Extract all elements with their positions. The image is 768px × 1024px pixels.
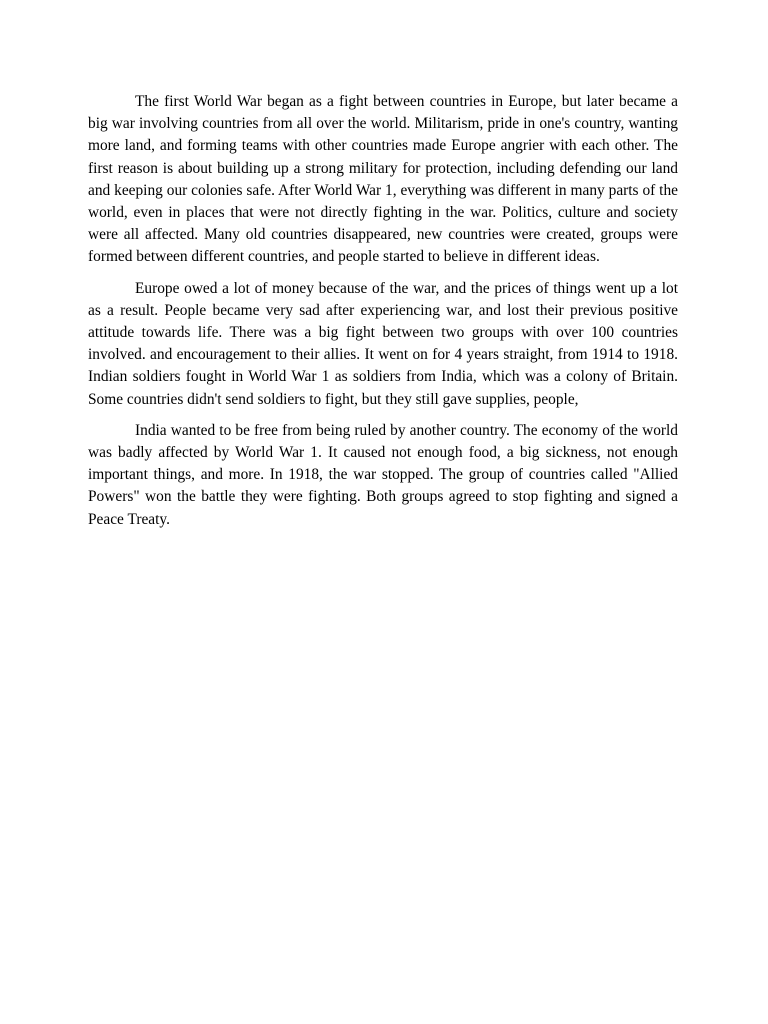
document-page bbox=[88, 91, 678, 540]
paragraph-1: The first World War began as a fight between countries in Europe, but later became a big war involving countries from all over the world. Militarism, pride in one's country, wanting more land, and forming teams with other countries made Europe angrier with each other. The first reason is about building up a strong military for protection, including defending our land and keeping our colonies safe. After World War 1, everything was different in many parts of the world, even in places that were not directly fighting in the war. Politics, culture and society were all affected. Many old countries disappeared, new countries were created, groups were formed between different countries, and people started to believe in different ideas. bbox=[88, 93, 678, 266]
paragraph-3: India wanted to be free from being ruled by another country. The economy of the world was badly affected by World War 1. It caused not enough food, a big sickness, not enough important things, and more. In 1918, the war stopped. The group of countries called "Allied Powers" won the battle they were fighting. Both groups agreed to stop fighting and signed a Peace Treaty. bbox=[88, 421, 678, 528]
paragraph-2: Europe owed a lot of money because of the war, and the prices of things went up a lot as a result. People became very sad after experiencing war, and lost their previous positive attitude towards life. There was a big fight between two groups with over 100 countries involved. and encouragement to their allies. It went on for 4 years straight, from 1914 to 1918. Indian soldiers fought in World War 1 as soldiers from India, which was a colony of Britain. Some countries didn't send soldiers to fight, but they still gave supplies, people, bbox=[88, 279, 678, 408]
